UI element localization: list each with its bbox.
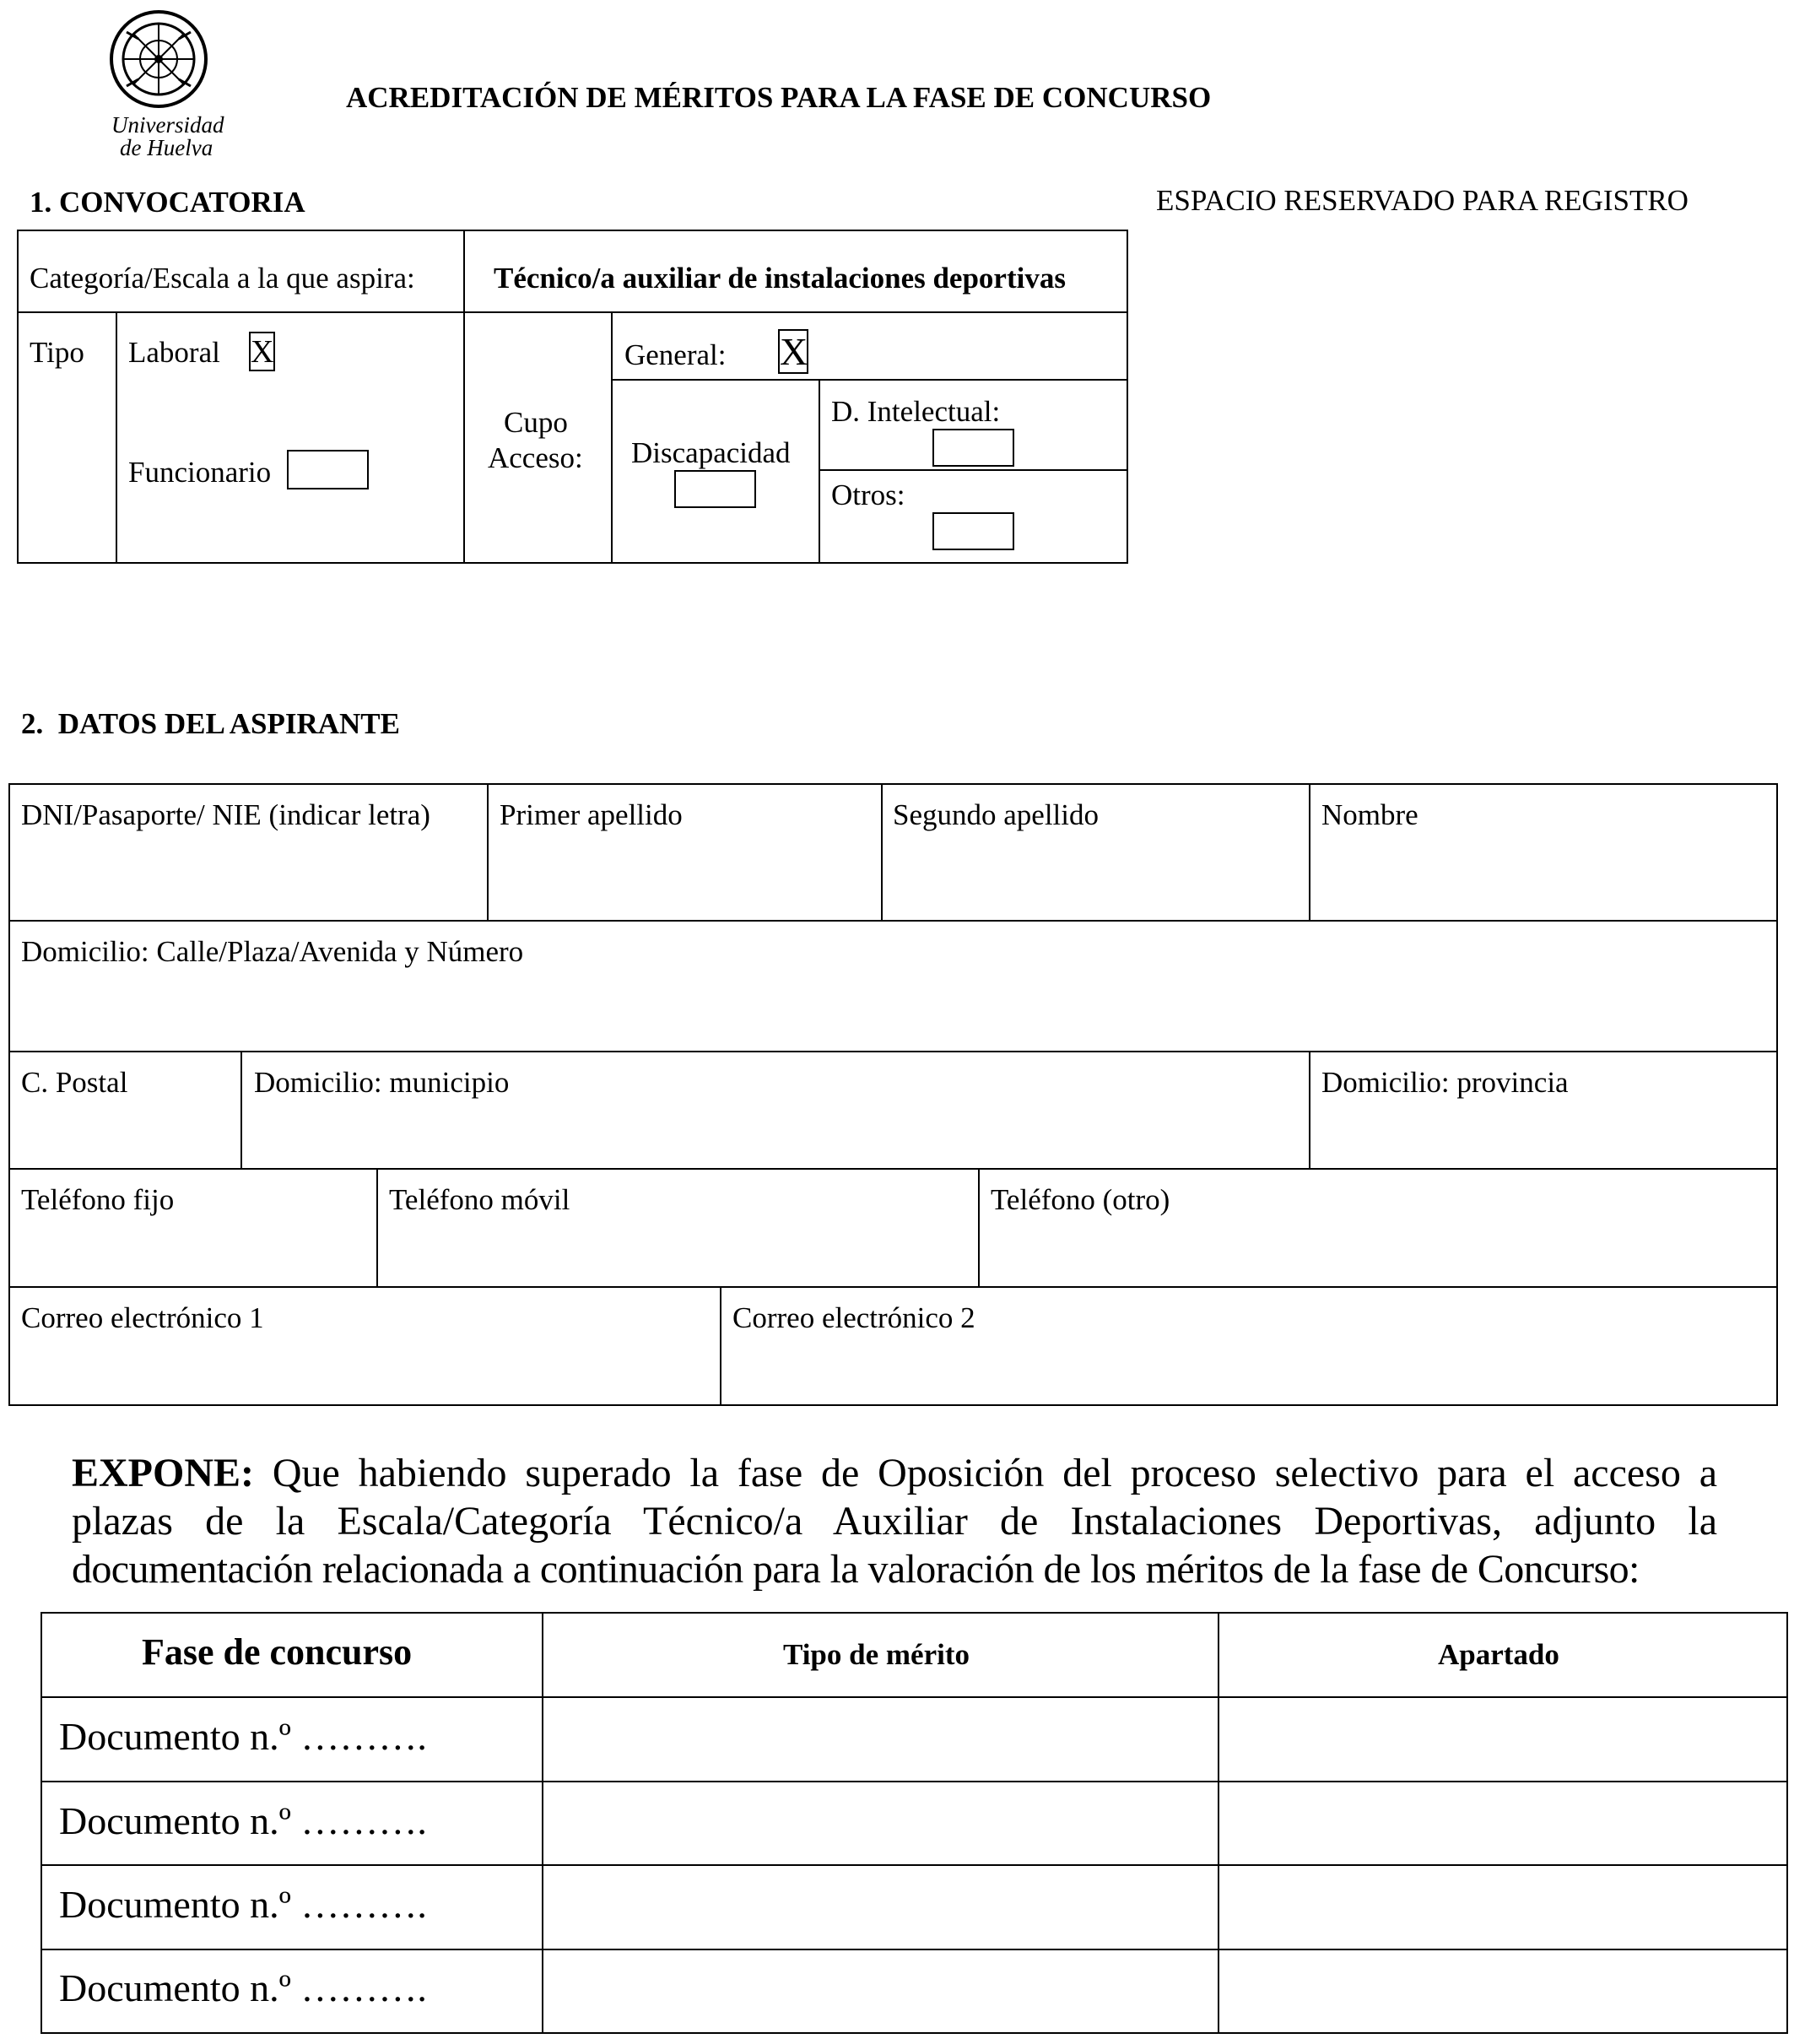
section1-heading: 1. CONVOCATORIA [30,186,305,219]
municipio-field[interactable]: Domicilio: municipio [254,1066,510,1099]
laboral-label: Laboral [128,336,220,369]
documento-cell[interactable]: Documento n.º ………. [59,1883,427,1926]
correo1-field[interactable]: Correo electrónico 1 [21,1301,264,1334]
discapacidad-checkbox[interactable] [674,470,756,508]
expone-paragraph [72,1449,1717,1593]
discapacidad-label: Discapacidad [631,436,791,469]
correo2-field[interactable]: Correo electrónico 2 [732,1301,975,1334]
general-label: General: [624,338,727,371]
page-title: ACREDITACIÓN DE MÉRITOS PARA LA FASE DE CONCURSO [346,81,1212,114]
cpostal-field[interactable]: C. Postal [21,1066,128,1099]
intelectual-checkbox[interactable] [932,429,1014,467]
university-logo [101,8,228,160]
table-header-tipo: Tipo de mérito [783,1638,970,1671]
university-seal-icon [101,8,228,110]
expone-label: EXPONE: [72,1451,254,1495]
general-checkbox[interactable]: X [780,330,808,373]
domicilio-field[interactable]: Domicilio: Calle/Plaza/Avenida y Número [21,935,524,968]
cupo-label-line1: Cupo [504,406,568,439]
logo-text-line2: de Huelva [120,135,213,160]
expone-line-3: documentación relacionada a continuación para la valoración de los méritos de la fase de Concurso: [72,1547,1640,1592]
provincia-field[interactable]: Domicilio: provincia [1321,1066,1569,1099]
table-header-apartado: Apartado [1438,1638,1559,1671]
documento-cell[interactable]: Documento n.º ………. [59,1966,427,2009]
telefono-otro-field[interactable]: Teléfono (otro) [991,1183,1170,1216]
table-header-fase: Fase de concurso [142,1631,413,1673]
tipo-label: Tipo [30,336,84,369]
telefono-movil-field[interactable]: Teléfono móvil [389,1183,570,1216]
expone-line-2: plazas de la Escala/Categoría Técnico/a Auxiliar de Instalaciones Deportivas, adjunto la [72,1499,1717,1544]
nombre-field[interactable]: Nombre [1321,798,1418,831]
funcionario-checkbox[interactable] [287,450,369,489]
categoria-value: Técnico/a auxiliar de instalaciones deportivas [494,262,1066,295]
laboral-checkbox[interactable]: X [249,332,275,371]
registro-label: ESPACIO RESERVADO PARA REGISTRO [1156,184,1689,217]
cupo-label-line2: Acceso: [488,441,583,474]
dni-field[interactable]: DNI/Pasaporte/ NIE (indicar letra) [21,798,430,831]
section2-heading: 2. DATOS DEL ASPIRANTE [21,707,400,740]
intelectual-label: D. Intelectual: [831,395,1001,428]
documento-cell[interactable]: Documento n.º ………. [59,1715,427,1758]
logo-text-line1: Universidad [111,112,224,138]
otros-label: Otros: [831,479,905,511]
expone-line-1 [72,1449,1717,1497]
primer-apellido-field[interactable]: Primer apellido [500,798,683,831]
documento-cell[interactable]: Documento n.º ………. [59,1799,427,1842]
otros-checkbox[interactable] [932,512,1014,550]
expone-text-1: Que habiendo superado la fase de Oposición del proceso selectivo para el acceso a [272,1451,1717,1495]
telefono-fijo-field[interactable]: Teléfono fijo [21,1183,175,1216]
categoria-label: Categoría/Escala a la que aspira: [30,262,415,295]
funcionario-label: Funcionario [128,456,272,489]
segundo-apellido-field[interactable]: Segundo apellido [893,798,1099,831]
